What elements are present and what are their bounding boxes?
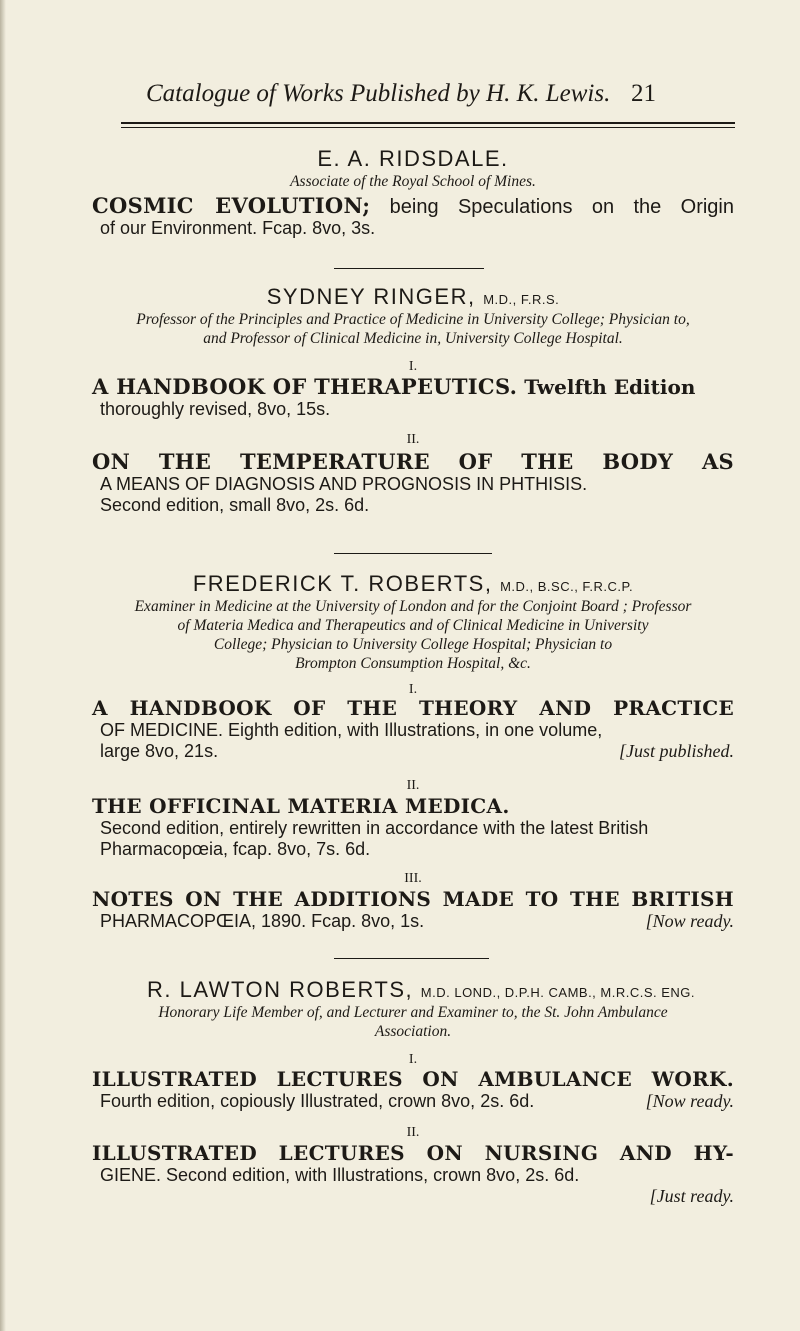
book-title-line xyxy=(92,1069,734,1091)
publication-note: [Just ready. xyxy=(649,1186,734,1206)
section-divider xyxy=(334,553,492,554)
book-entry xyxy=(92,889,734,932)
book-entry xyxy=(92,698,734,762)
author-degrees: M.D., B.SC., F.R.C.P. xyxy=(500,579,634,594)
header-rule-bottom xyxy=(121,127,735,128)
author-affiliation-line: Honorary Life Member of, and Lecturer and Examiner to, the St. John Ambulance xyxy=(158,1004,668,1021)
book-numeral: I. xyxy=(408,359,418,374)
book-details-line: OF MEDICINE. Eighth edition, with Illustrations, in one volume, xyxy=(100,720,603,740)
book-numeral: II. xyxy=(406,778,420,793)
book-numeral: II. xyxy=(406,432,420,447)
book-details: thoroughly revised, 8vo, 15s. xyxy=(100,399,331,419)
header-rule-top xyxy=(121,122,735,124)
author-name: R. LAWTON ROBERTS, M.D. LOND., D.P.H. CAMB., M.R.C.S. ENG. xyxy=(146,977,696,1002)
book-numeral: III. xyxy=(404,871,422,886)
author-degrees: M.D. LOND., D.P.H. CAMB., M.R.C.S. ENG. xyxy=(420,985,696,1000)
author-affiliation-line: and Professor of Clinical Medicine in, University College Hospital. xyxy=(203,330,623,347)
book-entry xyxy=(92,376,734,420)
book-title-line xyxy=(92,698,734,720)
book-numeral: I. xyxy=(408,1052,418,1067)
publication-note: [Now ready. xyxy=(645,1091,734,1111)
author-affiliation-line: Association. xyxy=(374,1023,452,1040)
book-subtitle: being Speculations on the Origin xyxy=(370,196,734,218)
book-details-line: PHARMACOPŒIA, 1890. Fcap. 8vo, 1s. [Now ready. xyxy=(100,911,734,931)
book-entry xyxy=(92,796,734,860)
book-entry xyxy=(92,1069,734,1112)
book-entry xyxy=(92,195,734,239)
book-details-line: GIENE. Second edition, with Illustrations, crown 8vo, 2s. 6d. xyxy=(100,1165,580,1185)
book-title-line xyxy=(92,376,734,399)
book-entry xyxy=(92,1143,734,1207)
author-name: E. A. RIDSDALE. xyxy=(317,146,509,171)
book-title: COSMIC EVOLUTION; xyxy=(92,193,371,218)
author-name: FREDERICK T. ROBERTS, M.D., B.SC., F.R.C.P. xyxy=(192,571,634,596)
book-details-line: A MEANS OF DIAGNOSIS AND PROGNOSIS IN PHTHISIS. xyxy=(100,474,588,494)
book-title-line xyxy=(92,796,734,818)
author-affiliation-line: Professor of the Principles and Practice of Medicine in University College; Physician to, xyxy=(136,311,690,328)
book-details-line: Pharmacopœia, fcap. 8vo, 7s. 6d. xyxy=(100,839,371,859)
page-edge-shadow xyxy=(0,0,6,1331)
book-details-line xyxy=(92,1186,734,1207)
author-name: SYDNEY RINGER, M.D., F.R.S. xyxy=(266,284,560,309)
book-edition: Twelfth Edition xyxy=(517,375,696,399)
book-details-line: Second edition, entirely rewritten in accordance with the latest British xyxy=(100,818,649,838)
author-affiliation-line: of Materia Medica and Therapeutics and of Clinical Medicine in University xyxy=(177,617,649,634)
book-title-line xyxy=(92,1143,734,1165)
book-details-line: large 8vo, 21s. [Just published. xyxy=(100,741,734,761)
section-divider xyxy=(334,958,489,959)
book-title: ON THE TEMPERATURE OF THE BODY AS xyxy=(92,449,734,474)
book-title: A HANDBOOK OF THERAPEUTICS. xyxy=(92,374,518,399)
book-details-line: Second edition, small 8vo, 2s. 6d. xyxy=(100,495,370,515)
book-title-line xyxy=(92,451,734,474)
author-degrees: M.D., F.R.S. xyxy=(483,292,560,307)
book-entry xyxy=(92,451,734,516)
book-numeral: II. xyxy=(406,1125,420,1140)
author-affiliation-line: Examiner in Medicine at the University of London and for the Conjoint Board ; Professor xyxy=(134,598,692,615)
page-number: 21 xyxy=(631,80,656,107)
section-divider xyxy=(334,268,484,269)
book-title: NOTES ON THE ADDITIONS MADE TO THE BRITISH xyxy=(92,887,734,911)
publication-note: [Just published. xyxy=(619,741,734,761)
author-affiliation-line: Brompton Consumption Hospital, &c. xyxy=(295,655,531,672)
book-title: ILLUSTRATED LECTURES ON NURSING AND HY- xyxy=(92,1141,734,1165)
book-numeral: I. xyxy=(408,682,418,697)
publication-note: [Now ready. xyxy=(645,911,734,931)
author-affiliation-line: College; Physician to University College Hospital; Physician to xyxy=(213,636,613,653)
book-title: THE OFFICINAL MATERIA MEDICA. xyxy=(92,794,510,818)
book-details: of our Environment. Fcap. 8vo, 3s. xyxy=(100,218,376,238)
author-affiliation: Associate of the Royal School of Mines. xyxy=(290,173,536,190)
book-title-line xyxy=(92,195,734,218)
book-title: ILLUSTRATED LECTURES ON AMBULANCE WORK. xyxy=(92,1067,734,1091)
running-title: Catalogue of Works Published by H. K. Lewis. xyxy=(146,80,611,107)
book-details-line: Fourth edition, copiously Illustrated, crown 8vo, 2s. 6d. [Now ready. xyxy=(100,1091,734,1111)
book-title-line xyxy=(92,889,734,911)
book-title: A HANDBOOK OF THE THEORY AND PRACTICE xyxy=(92,696,734,720)
